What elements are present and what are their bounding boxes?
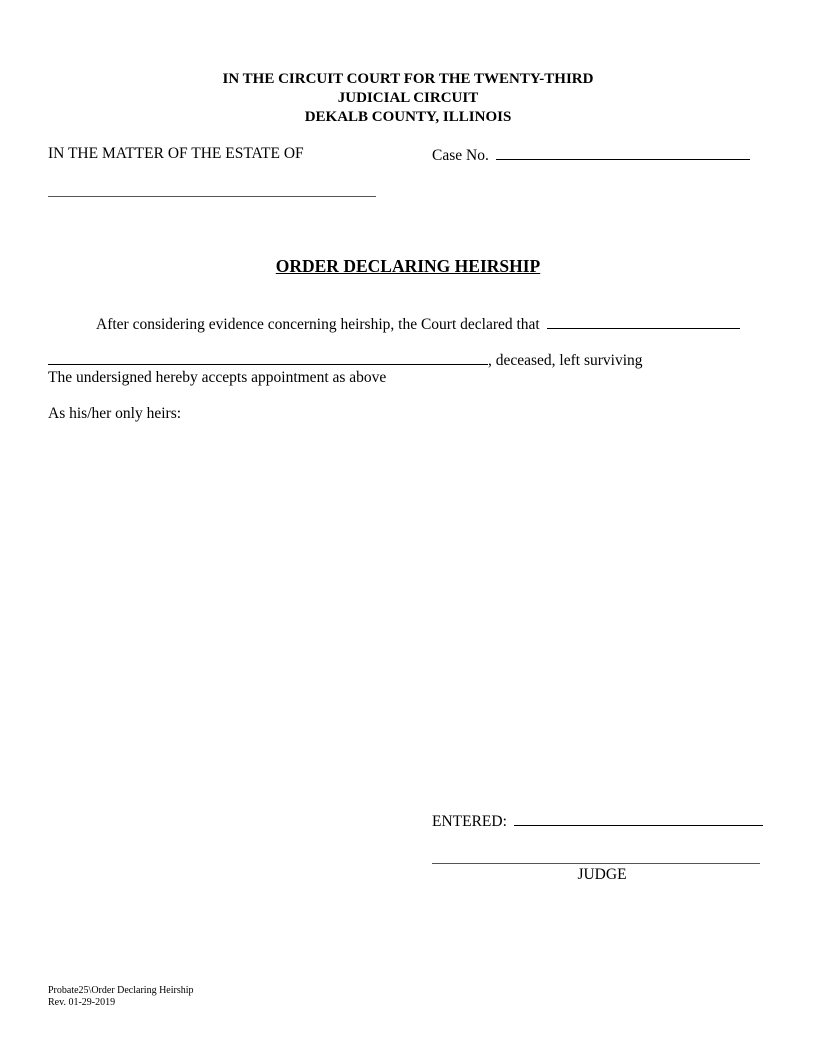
deceased-row [48, 350, 643, 370]
estate-label: IN THE MATTER OF THE ESTATE OF [48, 145, 304, 162]
court-name-line-2: JUDICIAL CIRCUIT [337, 90, 479, 106]
heirs-label: As his/her only heirs: [48, 405, 182, 422]
case-number-row [432, 145, 750, 165]
entered-date-field[interactable] [514, 811, 763, 826]
intro-text: After considering evidence concerning heirship, the Court declared that [96, 316, 540, 333]
entered-row [432, 811, 763, 831]
deceased-name-field[interactable] [48, 350, 488, 365]
judge-signature-line[interactable] [432, 863, 760, 864]
court-county-line: DEKALB COUNTY, ILLINOIS [304, 109, 512, 125]
intro-row [96, 314, 740, 334]
decedent-name-field[interactable] [48, 196, 376, 197]
judge-label: JUDGE [577, 866, 627, 883]
court-name-line-1: IN THE CIRCUIT COURT FOR THE TWENTY-THIRD [222, 71, 594, 87]
deceased-suffix: , deceased, left surviving [488, 352, 643, 369]
case-number-label: Case No. [432, 147, 489, 164]
heirship-field[interactable] [547, 314, 740, 329]
page-title: ORDER DECLARING HEIRSHIP [275, 256, 541, 276]
form-id: Probate25\Order Declaring Heirship [48, 985, 194, 996]
revision-date: Rev. 01-29-2019 [48, 997, 116, 1008]
accepts-appointment-text: The undersigned hereby accepts appointment as above [48, 369, 387, 386]
entered-label: ENTERED: [432, 813, 507, 830]
case-number-field[interactable] [496, 145, 750, 160]
